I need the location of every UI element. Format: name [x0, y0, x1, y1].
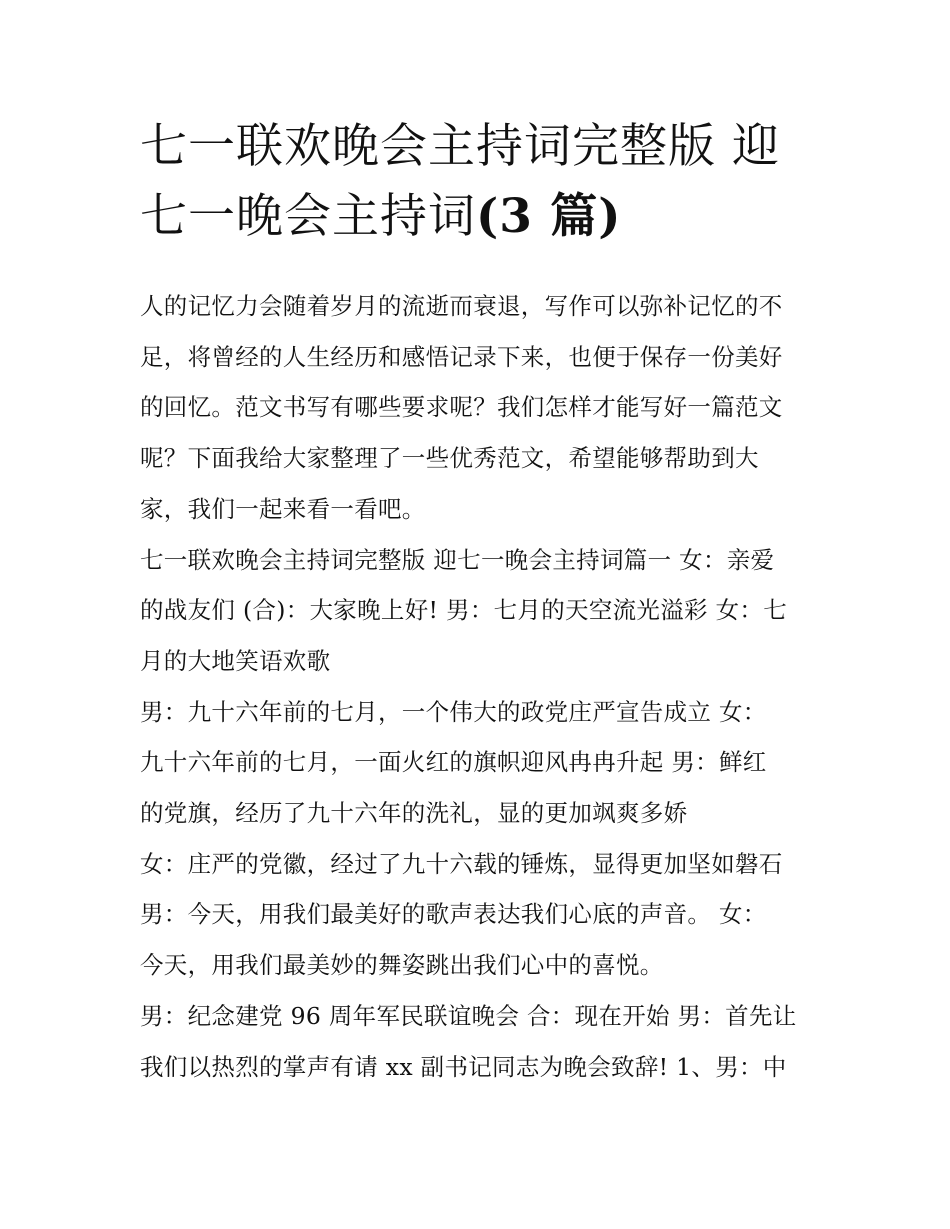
body-paragraph [140, 839, 812, 991]
text-line: 女：庄严的党徽，经过了九十六载的锤炼，显得更加坚如磐石 [140, 849, 783, 878]
text-line: 月的大地笑语欢歌 [140, 646, 331, 675]
text-line: 人的记忆力会随着岁月的流逝而衰退，写作可以弥补记忆的不 [140, 292, 783, 320]
text-line: 的回忆。范文书写有哪些要求呢？我们怎样才能写好一篇范文 [140, 393, 783, 422]
text-line: 男：今天，用我们最美好的歌声表达我们心底的声音。 女： [140, 900, 767, 929]
text-line: 男：纪念建党 96 周年军民联谊晚会 合：现在开始 男：首先让 [140, 1001, 797, 1030]
title-line: 七一联欢晚会主持词完整版 迎 [140, 119, 780, 174]
text-line: 九十六年前的七月，一面火红的旗帜迎风冉冉升起 男：鲜红 [140, 748, 767, 777]
text-line: 足，将曾经的人生经历和感悟记录下来，也便于保存一份美好 [140, 342, 783, 371]
text-line: 七一联欢晚会主持词完整版 迎七一晚会主持词篇一 女：亲爱 [140, 545, 775, 574]
text-line: 呢？下面我给大家整理了一些优秀范文，希望能够帮助到大 [140, 444, 759, 473]
document-body [140, 281, 812, 1092]
title-count: (3 篇) [476, 189, 622, 244]
title-line [140, 182, 820, 252]
intro-paragraph [140, 281, 812, 535]
text-line: 的战友们 (合)：大家晚上好! 男：七月的天空流光溢彩 女：七 [140, 596, 787, 625]
text-line: 今天，用我们最美妙的舞姿跳出我们心中的喜悦。 [140, 951, 664, 980]
title-line-text: 七一晚会主持词 [140, 189, 476, 244]
text-line: 我们以热烈的掌声有请 xx 副书记同志为晚会致辞! 1、男：中 [140, 1052, 787, 1081]
document-title [140, 112, 820, 252]
body-paragraph [140, 535, 812, 687]
text-line: 男：九十六年前的七月，一个伟大的政党庄严宣告成立 女： [140, 697, 767, 726]
body-paragraph [140, 687, 812, 839]
text-line: 家，我们一起来看一看吧。 [140, 494, 426, 523]
text-line: 的党旗，经历了九十六年的洗礼，显的更加飒爽多娇 [140, 799, 688, 828]
body-paragraph [140, 991, 812, 1092]
